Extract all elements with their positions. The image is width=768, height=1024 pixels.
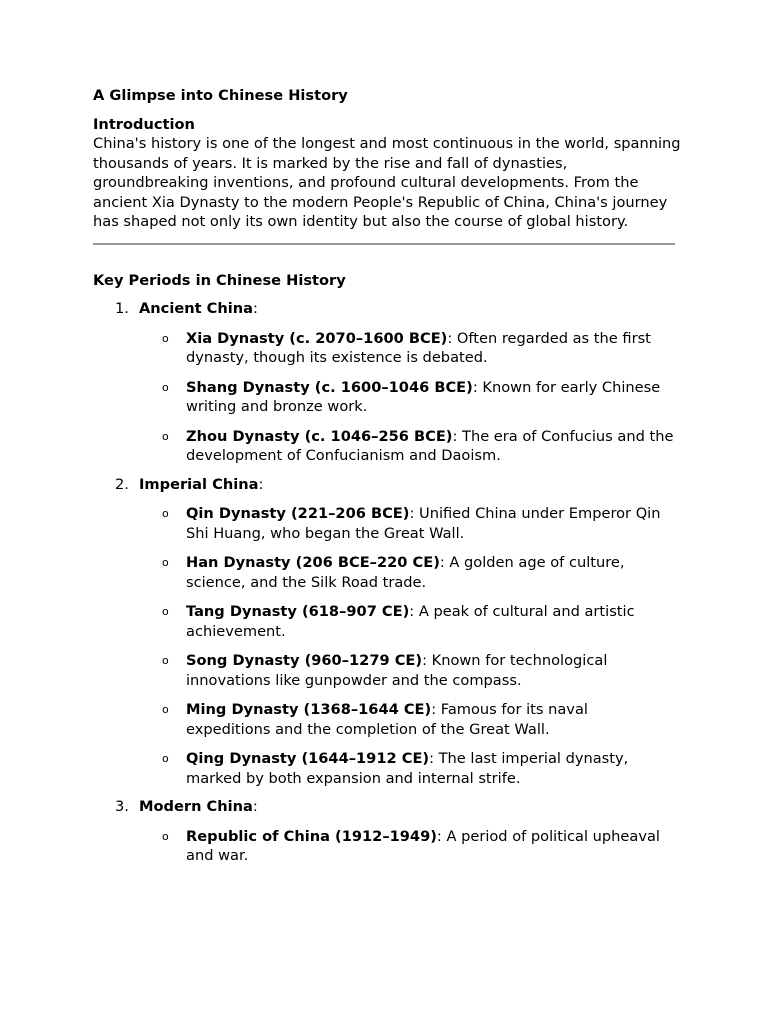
intro-paragraph: China's history is one of the longest and most continuous in the world, spanning thousands of years. It is marked by the rise and fall of dynasties, groundbreaking inventions, and profound cultural developments. From the ancient Xia Dynasty to the modern People's Republic of China, China's journey has shaped not only its own identity but also the course of global history. [93, 135, 681, 230]
dynasty-item [139, 749, 676, 788]
dynasty-name: Qin Dynasty (221–206 BCE) [186, 505, 410, 522]
period-item-ancient-china [93, 299, 683, 466]
circle-bullet-icon: o [162, 654, 169, 667]
dynasty-item [139, 329, 676, 368]
period-number: 3. [115, 798, 129, 815]
circle-bullet-icon: o [162, 331, 169, 345]
periods-list [93, 299, 683, 866]
period-number: 1. [115, 300, 129, 317]
dynasty-item [139, 651, 676, 690]
period-number: 2. [115, 475, 129, 493]
dynasty-item [139, 827, 676, 866]
horizontal-divider [93, 243, 675, 245]
dynasty-description: : Known for technological innovations like gunpowder and the compass. [186, 652, 608, 689]
circle-bullet-icon: o [162, 507, 169, 520]
dynasty-name: Tang Dynasty (618–907 CE) [186, 603, 410, 620]
dynasty-description: : Famous for its naval expeditions and the completion of the Great Wall. [186, 701, 588, 738]
period-name: Imperial China [139, 475, 259, 493]
dynasty-description: : The era of Confucius and the development of Confucianism and Daoism. [186, 427, 674, 464]
document-title: A Glimpse into Chinese History [93, 87, 348, 104]
dynasty-description: : A golden age of culture, science, and the Silk Road trade. [186, 554, 625, 591]
period-name: Ancient China [139, 300, 254, 317]
dynasty-item [139, 553, 676, 592]
dynasty-name: Zhou Dynasty (c. 1046–256 BCE) [186, 427, 453, 445]
dynasty-name: Shang Dynasty (c. 1600–1046 BCE) [186, 378, 473, 396]
dynasty-list [139, 504, 683, 788]
period-suffix: : [252, 798, 258, 815]
dynasty-description: : Known for early Chinese writing and bronze work. [186, 378, 661, 415]
dynasty-name: Republic of China (1912–1949) [186, 827, 437, 845]
circle-bullet-icon: o [162, 380, 169, 394]
circle-bullet-icon: o [162, 556, 169, 569]
dynasty-name: Xia Dynasty (c. 2070–1600 BCE) [186, 329, 448, 347]
dynasty-item [139, 504, 676, 543]
circle-bullet-icon: o [162, 752, 169, 765]
dynasty-item [139, 700, 676, 739]
period-name: Modern China [139, 798, 253, 815]
periods-heading: Key Periods in Chinese History [93, 271, 346, 289]
period-suffix: : [253, 300, 258, 317]
dynasty-name: Ming Dynasty (1368–1644 CE) [186, 701, 432, 718]
dynasty-item [139, 378, 676, 417]
dynasty-description: : Often regarded as the first dynasty, though its existence is debated. [186, 329, 651, 366]
circle-bullet-icon: o [162, 829, 169, 843]
period-item-imperial-china [93, 475, 683, 789]
period-item-modern-china [93, 797, 683, 866]
dynasty-description: : A period of political upheaval and war. [186, 827, 660, 864]
dynasty-description: : A peak of cultural and artistic achievement. [186, 603, 635, 640]
dynasty-description: : The last imperial dynasty, marked by both expansion and internal strife. [186, 750, 629, 787]
dynasty-list [139, 827, 683, 866]
circle-bullet-icon: o [162, 703, 169, 716]
circle-bullet-icon: o [162, 429, 169, 443]
period-suffix: : [258, 475, 264, 493]
document-body [93, 86, 683, 866]
intro-heading: Introduction [93, 115, 195, 133]
dynasty-item [139, 427, 676, 466]
dynasty-name: Han Dynasty (206 BCE–220 CE) [186, 554, 440, 571]
dynasty-item [139, 602, 676, 641]
dynasty-list [139, 329, 683, 466]
dynasty-name: Song Dynasty (960–1279 CE) [186, 652, 423, 669]
dynasty-name: Qing Dynasty (1644–1912 CE) [186, 750, 430, 767]
circle-bullet-icon: o [162, 605, 169, 618]
dynasty-description: : Unified China under Emperor Qin Shi Huang, who began the Great Wall. [186, 505, 661, 542]
